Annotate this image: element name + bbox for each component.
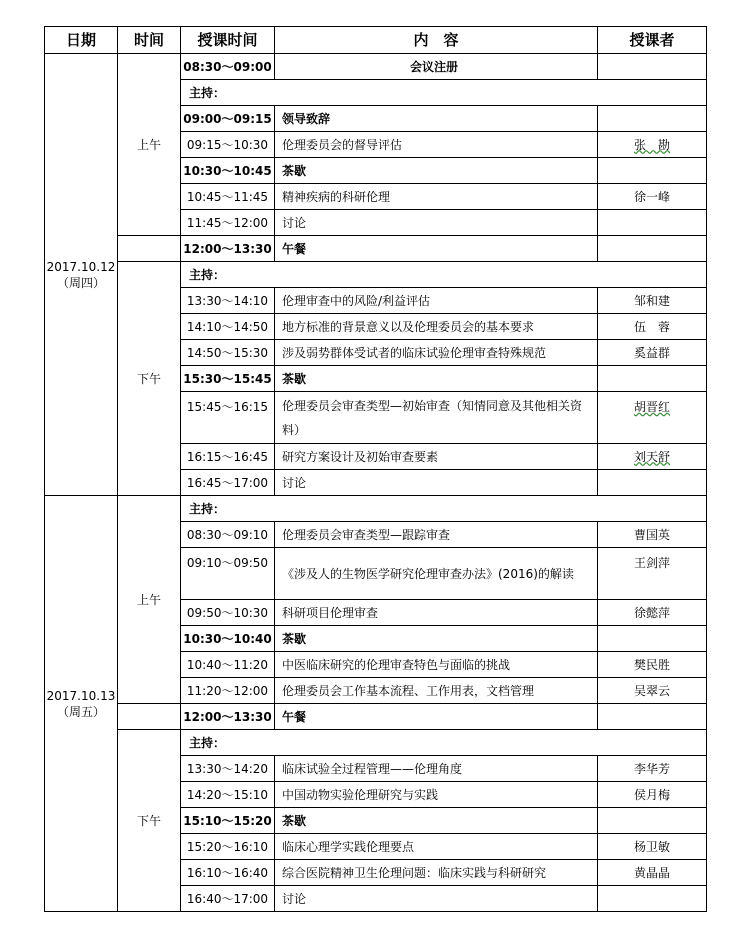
speaker-cell bbox=[598, 444, 707, 470]
speaker-cell: 黄晶晶 bbox=[598, 860, 707, 886]
time-cell: 13:30～14:20 bbox=[181, 756, 275, 782]
speaker-cell: 奚益群 bbox=[598, 340, 707, 366]
time-cell: 12:00～13:30 bbox=[181, 704, 275, 730]
header-period: 时间 bbox=[118, 27, 181, 54]
speaker-name: 胡晋红 bbox=[633, 400, 670, 414]
speaker-cell: 杨卫敏 bbox=[598, 834, 707, 860]
header-speaker: 授课者 bbox=[598, 27, 707, 54]
header-content: 内 容 bbox=[275, 27, 598, 54]
speaker-cell bbox=[598, 106, 707, 132]
time-cell: 10:45～11:45 bbox=[181, 184, 275, 210]
content-cell: 临床试验全过程管理——伦理角度 bbox=[275, 756, 598, 782]
speaker-name: 刘天舒 bbox=[633, 449, 670, 464]
time-cell: 16:15～16:45 bbox=[181, 444, 275, 470]
content-cell: 伦理委员会的督导评估 bbox=[275, 132, 598, 158]
speaker-cell: 侯月梅 bbox=[598, 782, 707, 808]
header-time: 授课时间 bbox=[181, 27, 275, 54]
host-cell: 主持： bbox=[181, 80, 707, 106]
speaker-name: 张 勘 bbox=[633, 137, 670, 152]
speaker-cell: 伍 蓉 bbox=[598, 314, 707, 340]
day1-afternoon: 下午 bbox=[118, 262, 181, 496]
speaker-cell bbox=[598, 886, 707, 912]
time-cell: 15:20～16:10 bbox=[181, 834, 275, 860]
day1-date-cell bbox=[45, 54, 118, 496]
day2-weekday: （周五） bbox=[56, 704, 105, 719]
speaker-cell: 王剑萍 bbox=[598, 548, 707, 600]
content-cell: 讨论 bbox=[275, 886, 598, 912]
table-row bbox=[45, 704, 707, 730]
time-cell: 08:30～09:10 bbox=[181, 522, 275, 548]
speaker-cell bbox=[598, 470, 707, 496]
content-cell: 中医临床研究的伦理审查特色与面临的挑战 bbox=[275, 652, 598, 678]
host-cell: 主持： bbox=[181, 730, 707, 756]
time-cell: 14:50～15:30 bbox=[181, 340, 275, 366]
time-cell: 15:10～15:20 bbox=[181, 808, 275, 834]
speaker-cell: 徐一峰 bbox=[598, 184, 707, 210]
content-cell: 讨论 bbox=[275, 210, 598, 236]
speaker-cell bbox=[598, 54, 707, 80]
table-row bbox=[45, 54, 707, 80]
header-date: 日期 bbox=[45, 27, 118, 54]
content-cell: 午餐 bbox=[275, 236, 598, 262]
time-cell: 11:20～12:00 bbox=[181, 678, 275, 704]
schedule-table bbox=[44, 26, 707, 912]
time-cell: 14:10～14:50 bbox=[181, 314, 275, 340]
content-cell: 科研项目伦理审查 bbox=[275, 600, 598, 626]
speaker-cell: 邹和建 bbox=[598, 288, 707, 314]
day2-morning: 上午 bbox=[118, 496, 181, 704]
time-cell: 09:00～09:15 bbox=[181, 106, 275, 132]
speaker-cell: 李华芳 bbox=[598, 756, 707, 782]
time-cell: 15:30～15:45 bbox=[181, 366, 275, 392]
content-cell: 综合医院精神卫生伦理问题：临床实践与科研研究 bbox=[275, 860, 598, 886]
time-cell: 10:40～11:20 bbox=[181, 652, 275, 678]
table-row bbox=[45, 262, 707, 288]
time-cell: 09:50～10:30 bbox=[181, 600, 275, 626]
content-cell: 地方标准的背景意义以及伦理委员会的基本要求 bbox=[275, 314, 598, 340]
content-cell: 茶歇 bbox=[275, 626, 598, 652]
speaker-cell bbox=[598, 392, 707, 444]
time-cell: 09:15～10:30 bbox=[181, 132, 275, 158]
speaker-cell bbox=[598, 626, 707, 652]
content-cell: 领导致辞 bbox=[275, 106, 598, 132]
time-cell: 12:00～13:30 bbox=[181, 236, 275, 262]
speaker-cell: 樊民胜 bbox=[598, 652, 707, 678]
content-cell: 伦理委员会审查类型—跟踪审查 bbox=[275, 522, 598, 548]
speaker-cell bbox=[598, 808, 707, 834]
day2-date-cell bbox=[45, 496, 118, 912]
content-cell: 精神疾病的科研伦理 bbox=[275, 184, 598, 210]
content-cell: 午餐 bbox=[275, 704, 598, 730]
speaker-cell bbox=[598, 158, 707, 184]
table-row bbox=[45, 496, 707, 522]
speaker-cell bbox=[598, 236, 707, 262]
day1-weekday: （周四） bbox=[56, 275, 105, 290]
content-cell: 临床心理学实践伦理要点 bbox=[275, 834, 598, 860]
day1-date: 2017.10.12 bbox=[46, 259, 116, 274]
day1-morning: 上午 bbox=[118, 54, 181, 236]
content-cell: 讨论 bbox=[275, 470, 598, 496]
time-cell: 08:30～09:00 bbox=[181, 54, 275, 80]
day2-afternoon: 下午 bbox=[118, 730, 181, 912]
speaker-cell bbox=[598, 704, 707, 730]
time-cell: 14:20～15:10 bbox=[181, 782, 275, 808]
content-cell: 茶歇 bbox=[275, 366, 598, 392]
content-cell: 《涉及人的生物医学研究伦理审查办法》(2016)的解读 bbox=[275, 548, 598, 600]
speaker-cell: 吴翠云 bbox=[598, 678, 707, 704]
content-cell: 茶歇 bbox=[275, 158, 598, 184]
speaker-cell bbox=[598, 366, 707, 392]
speaker-cell: 徐懿萍 bbox=[598, 600, 707, 626]
content-cell: 中国动物实验伦理研究与实践 bbox=[275, 782, 598, 808]
time-cell: 09:10～09:50 bbox=[181, 548, 275, 600]
content-cell: 茶歇 bbox=[275, 808, 598, 834]
speaker-cell bbox=[598, 132, 707, 158]
host-cell: 主持： bbox=[181, 262, 707, 288]
header-row bbox=[45, 27, 707, 54]
host-cell: 主持： bbox=[181, 496, 707, 522]
content-cell: 伦理委员会工作基本流程、工作用表，文档管理 bbox=[275, 678, 598, 704]
content-cell: 伦理委员会审查类型—初始审查（知情同意及其他相关资料） bbox=[275, 392, 598, 444]
speaker-cell bbox=[598, 210, 707, 236]
content-cell: 涉及弱势群体受试者的临床试验伦理审查特殊规范 bbox=[275, 340, 598, 366]
time-cell: 10:30～10:45 bbox=[181, 158, 275, 184]
time-cell: 16:45～17:00 bbox=[181, 470, 275, 496]
lunch-period-cell bbox=[118, 704, 181, 730]
lunch-period-cell bbox=[118, 236, 181, 262]
time-cell: 11:45～12:00 bbox=[181, 210, 275, 236]
day2-date: 2017.10.13 bbox=[46, 688, 116, 703]
speaker-cell: 曹国英 bbox=[598, 522, 707, 548]
time-cell: 16:40～17:00 bbox=[181, 886, 275, 912]
time-cell: 10:30～10:40 bbox=[181, 626, 275, 652]
content-cell: 研究方案设计及初始审查要素 bbox=[275, 444, 598, 470]
time-cell: 15:45～16:15 bbox=[181, 392, 275, 444]
table-row bbox=[45, 236, 707, 262]
content-cell: 会议注册 bbox=[275, 54, 598, 80]
content-cell: 伦理审查中的风险/利益评估 bbox=[275, 288, 598, 314]
table-row bbox=[45, 730, 707, 756]
time-cell: 13:30～14:10 bbox=[181, 288, 275, 314]
time-cell: 16:10～16:40 bbox=[181, 860, 275, 886]
